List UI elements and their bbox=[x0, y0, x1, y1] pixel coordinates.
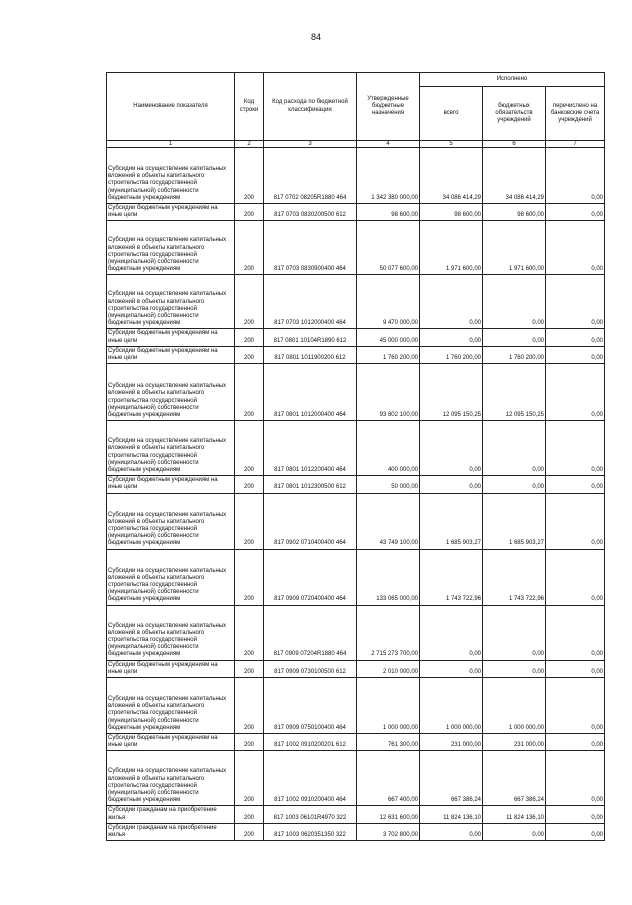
row-name-cell: Субсидии бюджетным учреждениям на иные цели bbox=[107, 476, 235, 493]
row-obligations-cell: 1 743 722,96 bbox=[483, 549, 546, 605]
row-transferred-cell: 0,00 bbox=[546, 678, 605, 734]
column-number: 7 bbox=[546, 141, 605, 148]
table-row bbox=[107, 751, 605, 806]
table-row bbox=[107, 221, 605, 275]
row-total-cell: 1 000 000,00 bbox=[420, 678, 483, 734]
row-name-cell: Субсидии на осуществление капитальных вложений в объекты капитального строительства государственной (муниципальной) собственности бюджетным учреждениям bbox=[107, 493, 235, 549]
row-transferred-cell: 0,00 bbox=[546, 734, 605, 751]
row-name-cell: Субсидии бюджетным учреждениям на иные цели bbox=[107, 346, 235, 363]
row-obligations-cell: 0,00 bbox=[483, 421, 546, 476]
row-obligations-cell: 0,00 bbox=[483, 605, 546, 660]
row-transferred-cell: 0,00 bbox=[546, 148, 605, 204]
row-code-cell: 200 bbox=[235, 678, 264, 734]
row-transferred-cell: 0,00 bbox=[546, 204, 605, 221]
header-code: Код строки bbox=[235, 73, 264, 141]
row-transferred-cell: 0,00 bbox=[546, 660, 605, 677]
row-transferred-cell: 0,00 bbox=[546, 605, 605, 660]
row-kbk-cell: 817 0909 0730100500 612 bbox=[264, 660, 357, 677]
table-row bbox=[107, 346, 605, 363]
row-kbk-cell: 817 0902 0710400400 464 bbox=[264, 493, 357, 549]
row-total-cell: 0,00 bbox=[420, 421, 483, 476]
column-numbers-row bbox=[107, 141, 605, 148]
row-name-cell: Субсидии бюджетным учреждениям на иные цели bbox=[107, 329, 235, 346]
row-code-cell: 200 bbox=[235, 364, 264, 421]
row-approved-cell: 50 077 600,00 bbox=[357, 221, 420, 275]
table-row bbox=[107, 364, 605, 421]
row-kbk-cell: 817 0801 1011900200 612 bbox=[264, 346, 357, 363]
row-total-cell: 11 824 136,10 bbox=[420, 806, 483, 823]
table-row bbox=[107, 329, 605, 346]
table-row bbox=[107, 204, 605, 221]
row-total-cell: 0,00 bbox=[420, 660, 483, 677]
row-obligations-cell: 0,00 bbox=[483, 275, 546, 329]
row-approved-cell: 1 342 380 000,00 bbox=[357, 148, 420, 204]
row-total-cell: 0,00 bbox=[420, 476, 483, 493]
row-code-cell: 200 bbox=[235, 806, 264, 823]
row-total-cell: 1 743 722,96 bbox=[420, 549, 483, 605]
header-obligations: бюджетных обязательств учреждений bbox=[483, 87, 546, 141]
row-obligations-cell: 11 824 136,10 bbox=[483, 806, 546, 823]
row-kbk-cell: 817 0801 10104R1890 612 bbox=[264, 329, 357, 346]
row-total-cell: 231 000,00 bbox=[420, 734, 483, 751]
row-name-cell: Субсидии на осуществление капитальных вложений в объекты капитального строительства государственной (муниципальной) собственности бюджетным учреждениям bbox=[107, 605, 235, 660]
row-code-cell: 200 bbox=[235, 421, 264, 476]
row-total-cell: 667 386,24 bbox=[420, 751, 483, 806]
table-row bbox=[107, 275, 605, 329]
row-code-cell: 200 bbox=[235, 605, 264, 660]
row-kbk-cell: 817 0801 1012200400 464 bbox=[264, 421, 357, 476]
row-approved-cell: 1 760 200,00 bbox=[357, 346, 420, 363]
row-code-cell: 200 bbox=[235, 734, 264, 751]
header-approved: Утвержденные бюджетные назначения bbox=[357, 73, 420, 141]
row-transferred-cell: 0,00 bbox=[546, 493, 605, 549]
row-obligations-cell: 0,00 bbox=[483, 660, 546, 677]
row-approved-cell: 3 702 800,00 bbox=[357, 823, 420, 840]
row-approved-cell: 12 631 600,00 bbox=[357, 806, 420, 823]
row-transferred-cell: 0,00 bbox=[546, 346, 605, 363]
table-row bbox=[107, 421, 605, 476]
table-row bbox=[107, 660, 605, 677]
table-row bbox=[107, 734, 605, 751]
table-row bbox=[107, 148, 605, 204]
table-body bbox=[107, 141, 605, 841]
row-name-cell: Субсидии на осуществление капитальных вложений в объекты капитального строительства государственной (муниципальной) собственности бюджетным учреждениям bbox=[107, 364, 235, 421]
row-obligations-cell: 1 000 000,00 bbox=[483, 678, 546, 734]
row-obligations-cell: 1 971 600,00 bbox=[483, 221, 546, 275]
row-name-cell: Субсидии гражданам на приобретение жилья bbox=[107, 823, 235, 840]
column-number: 1 bbox=[107, 141, 235, 148]
row-kbk-cell: 817 0703 0830900400 464 bbox=[264, 221, 357, 275]
row-code-cell: 200 bbox=[235, 751, 264, 806]
row-total-cell: 1 971 600,00 bbox=[420, 221, 483, 275]
row-total-cell: 34 086 414,29 bbox=[420, 148, 483, 204]
row-approved-cell: 667 400,00 bbox=[357, 751, 420, 806]
row-code-cell: 200 bbox=[235, 346, 264, 363]
row-approved-cell: 133 065 000,00 bbox=[357, 549, 420, 605]
row-code-cell: 200 bbox=[235, 476, 264, 493]
row-name-cell: Субсидии на осуществление капитальных вложений в объекты капитального строительства государственной (муниципальной) собственности бюджетным учреждениям bbox=[107, 549, 235, 605]
row-transferred-cell: 0,00 bbox=[546, 329, 605, 346]
row-transferred-cell: 0,00 bbox=[546, 275, 605, 329]
row-approved-cell: 45 000 000,00 bbox=[357, 329, 420, 346]
row-code-cell: 200 bbox=[235, 823, 264, 840]
row-total-cell: 12 095 150,25 bbox=[420, 364, 483, 421]
row-approved-cell: 2 715 273 700,00 bbox=[357, 605, 420, 660]
row-obligations-cell: 0,00 bbox=[483, 329, 546, 346]
table-row bbox=[107, 493, 605, 549]
row-obligations-cell: 1 760 200,00 bbox=[483, 346, 546, 363]
row-approved-cell: 2 010 000,00 bbox=[357, 660, 420, 677]
row-kbk-cell: 817 1002 0910200400 464 bbox=[264, 751, 357, 806]
row-code-cell: 200 bbox=[235, 204, 264, 221]
header-executed: Исполнено bbox=[420, 73, 605, 87]
row-kbk-cell: 817 1002 0910200201 612 bbox=[264, 734, 357, 751]
row-transferred-cell: 0,00 bbox=[546, 751, 605, 806]
table-row bbox=[107, 549, 605, 605]
row-name-cell: Субсидии бюджетным учреждениям на иные цели bbox=[107, 204, 235, 221]
row-total-cell: 0,00 bbox=[420, 329, 483, 346]
row-obligations-cell: 667 386,24 bbox=[483, 751, 546, 806]
row-total-cell: 0,00 bbox=[420, 823, 483, 840]
row-approved-cell: 9 470 000,00 bbox=[357, 275, 420, 329]
row-name-cell: Субсидии на осуществление капитальных вложений в объекты капитального строительства государственной (муниципальной) собственности бюджетным учреждениям bbox=[107, 678, 235, 734]
row-transferred-cell: 0,00 bbox=[546, 364, 605, 421]
row-kbk-cell: 817 0909 0750100400 464 bbox=[264, 678, 357, 734]
row-name-cell: Субсидии на осуществление капитальных вложений в объекты капитального строительства государственной (муниципальной) собственности бюджетным учреждениям bbox=[107, 221, 235, 275]
row-approved-cell: 761 300,00 bbox=[357, 734, 420, 751]
budget-execution-table bbox=[106, 72, 605, 841]
table-header bbox=[107, 73, 605, 141]
table-row bbox=[107, 806, 605, 823]
row-obligations-cell: 34 086 414,29 bbox=[483, 148, 546, 204]
row-total-cell: 1 685 903,27 bbox=[420, 493, 483, 549]
row-kbk-cell: 817 0703 1012000400 464 bbox=[264, 275, 357, 329]
row-name-cell: Субсидии бюджетным учреждениям на иные цели bbox=[107, 734, 235, 751]
row-obligations-cell: 1 685 903,27 bbox=[483, 493, 546, 549]
row-total-cell: 1 760 200,00 bbox=[420, 346, 483, 363]
header-total: всего bbox=[420, 87, 483, 141]
row-approved-cell: 98 600,00 bbox=[357, 204, 420, 221]
row-approved-cell: 50 000,00 bbox=[357, 476, 420, 493]
row-transferred-cell: 0,00 bbox=[546, 549, 605, 605]
row-kbk-cell: 817 0801 1012300500 612 bbox=[264, 476, 357, 493]
row-obligations-cell: 0,00 bbox=[483, 823, 546, 840]
row-code-cell: 200 bbox=[235, 660, 264, 677]
row-obligations-cell: 98 600,00 bbox=[483, 204, 546, 221]
table-row bbox=[107, 678, 605, 734]
row-code-cell: 200 bbox=[235, 221, 264, 275]
row-name-cell: Субсидии на осуществление капитальных вложений в объекты капитального строительства государственной (муниципальной) собственности бюджетным учреждениям bbox=[107, 148, 235, 204]
row-code-cell: 200 bbox=[235, 493, 264, 549]
row-code-cell: 200 bbox=[235, 329, 264, 346]
row-name-cell: Субсидии на осуществление капитальных вложений в объекты капитального строительства государственной (муниципальной) собственности бюджетным учреждениям bbox=[107, 421, 235, 476]
row-kbk-cell: 817 1003 06101R4970 322 bbox=[264, 806, 357, 823]
row-code-cell: 200 bbox=[235, 148, 264, 204]
row-kbk-cell: 817 1003 0620351350 322 bbox=[264, 823, 357, 840]
row-transferred-cell: 0,00 bbox=[546, 476, 605, 493]
row-kbk-cell: 817 0801 1012000400 464 bbox=[264, 364, 357, 421]
row-transferred-cell: 0,00 bbox=[546, 221, 605, 275]
row-name-cell: Субсидии на осуществление капитальных вложений в объекты капитального строительства государственной (муниципальной) собственности бюджетным учреждениям bbox=[107, 751, 235, 806]
row-code-cell: 200 bbox=[235, 275, 264, 329]
row-obligations-cell: 231 000,00 bbox=[483, 734, 546, 751]
row-obligations-cell: 0,00 bbox=[483, 476, 546, 493]
row-total-cell: 98 600,00 bbox=[420, 204, 483, 221]
row-approved-cell: 93 802 100,00 bbox=[357, 364, 420, 421]
table-row bbox=[107, 476, 605, 493]
header-kbk: Код расхода по бюджетной классификации bbox=[264, 73, 357, 141]
header-transferred: перечислено на банковские счета учреждений bbox=[546, 87, 605, 141]
column-number: 5 bbox=[420, 141, 483, 148]
row-approved-cell: 400 000,00 bbox=[357, 421, 420, 476]
row-kbk-cell: 817 0703 0830200500 612 bbox=[264, 204, 357, 221]
header-name: Наименование показателя bbox=[107, 73, 235, 141]
row-approved-cell: 1 000 000,00 bbox=[357, 678, 420, 734]
page-number: 84 bbox=[310, 32, 321, 42]
table-row bbox=[107, 823, 605, 840]
row-kbk-cell: 817 0702 08205R1880 464 bbox=[264, 148, 357, 204]
row-transferred-cell: 0,00 bbox=[546, 806, 605, 823]
row-approved-cell: 43 749 100,00 bbox=[357, 493, 420, 549]
row-total-cell: 0,00 bbox=[420, 275, 483, 329]
column-number: 3 bbox=[264, 141, 357, 148]
column-number: 4 bbox=[357, 141, 420, 148]
column-number: 2 bbox=[235, 141, 264, 148]
column-number: 6 bbox=[483, 141, 546, 148]
row-name-cell: Субсидии на осуществление капитальных вложений в объекты капитального строительства государственной (муниципальной) собственности бюджетным учреждениям bbox=[107, 275, 235, 329]
row-transferred-cell: 0,00 bbox=[546, 823, 605, 840]
row-total-cell: 0,00 bbox=[420, 605, 483, 660]
row-name-cell: Субсидии бюджетным учреждениям на иные цели bbox=[107, 660, 235, 677]
row-transferred-cell: 0,00 bbox=[546, 421, 605, 476]
row-obligations-cell: 12 095 150,25 bbox=[483, 364, 546, 421]
row-name-cell: Субсидии гражданам на приобретение жилья bbox=[107, 806, 235, 823]
row-kbk-cell: 817 0909 0720400400 464 bbox=[264, 549, 357, 605]
row-code-cell: 200 bbox=[235, 549, 264, 605]
table-row bbox=[107, 605, 605, 660]
row-kbk-cell: 817 0909 07204R1880 464 bbox=[264, 605, 357, 660]
